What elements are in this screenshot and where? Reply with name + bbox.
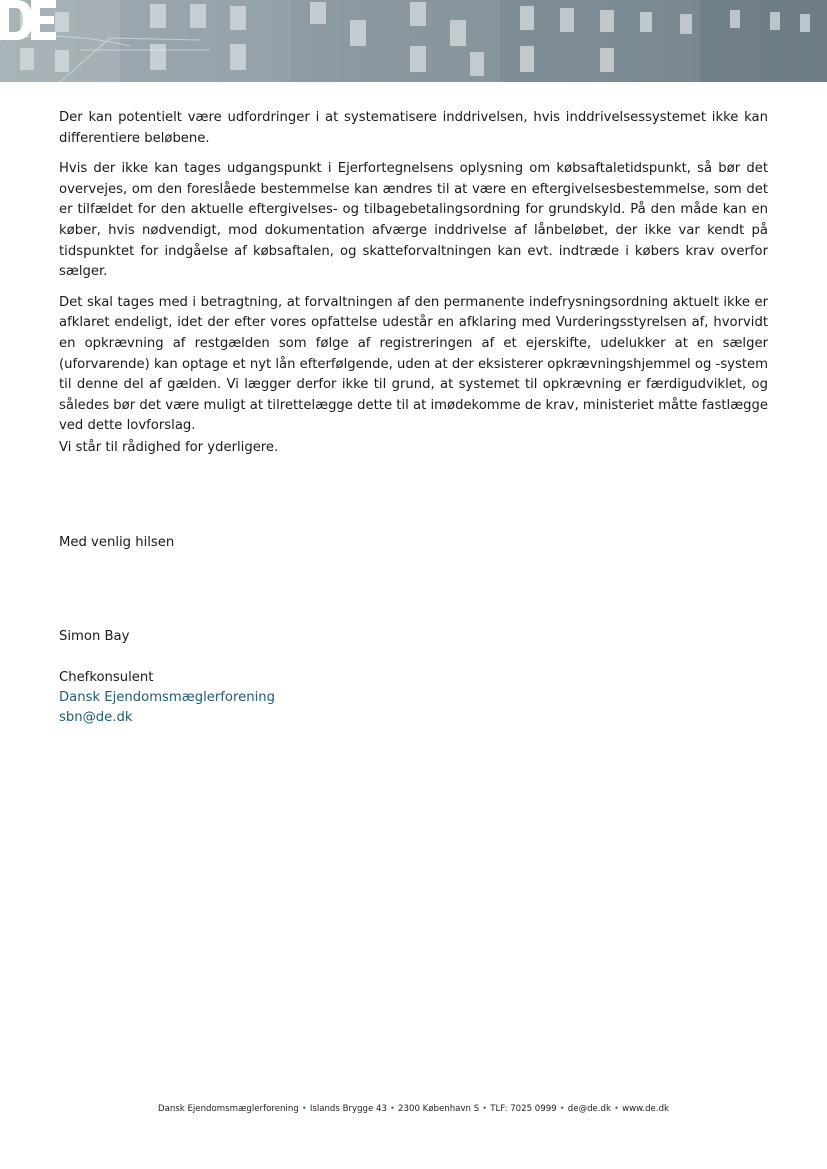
- footer-org: Dansk Ejendomsmæglerforening: [157, 1104, 299, 1114]
- signature-title: Chefkonsulent: [59, 670, 154, 685]
- body-paragraph-2: Hvis der ikke kan tages udgangspunkt i Ejerfortegnelsens oplysning om købsaftaletidspunkt, så bør det overvejes, om den foreslåede bestemmelse kan ændres til at være en eftergivelsesbestemmelse, som det er tilfældet for den aktuelle eftergivelses- og tilbagebetalingsordning for grundskyld. På den måde kan en køber, hvis nødvendigt, mod dokumentation afværge inddrivelse af lånbeløbet, der ikke var kendt på tidspunktet for indgåelse af købsaftalen, og skatteforvaltningen kan evt. indtræde i købers krav overfor sælger.: [59, 161, 768, 280]
- de-logo-icon: [0, 0, 56, 40]
- building-facade-image: [0, 0, 827, 82]
- letter-body: [59, 108, 768, 447]
- body-paragraph-3: Det skal tages med i betragtning, at forvaltningen af den permanente indefrysningsordning aktuelt ikke er afklaret endeligt, idet der efter vores opfattelse udestår en afklaring med Vurderingsstyrelsen af, hvorvidt en opkrævning af restgælden som følge af registreringen af et ejerskifte, udelukker at en sælger (uforvarende) kan optage et nyt lån efterfølgende, uden at der eksisterer opkrævningshjemmel og -system til denne del af gælden. Vi lægger derfor ikke til grund, at systemet til opkrævning er færdigudviklet, og således bør det være muligt at tilrettelægge dette til at imødekomme de krav, ministeriet måtte fastlægge ved dette lovforslag.: [59, 294, 768, 434]
- greeting-line: Med venlig hilsen: [59, 535, 175, 550]
- footer-separator: •: [301, 1104, 307, 1114]
- header-banner: [0, 0, 827, 82]
- footer-website-link[interactable]: www.de.dk: [622, 1104, 670, 1114]
- body-paragraph-1: Der kan potentielt være udfordringer i at systematisere inddrivelsen, hvis inddrivelsessystemet ikke kan differentiere beløbene.: [59, 110, 768, 146]
- footer-email-link[interactable]: de@de.dk: [567, 1104, 611, 1114]
- availability-line: Vi står til rådighed for yderligere.: [59, 440, 279, 455]
- footer-phone: TLF: 7025 0999: [490, 1104, 557, 1114]
- signature-email-link[interactable]: sbn@de.dk: [59, 710, 133, 725]
- footer-street: Islands Brygge 43: [309, 1104, 387, 1114]
- footer-separator: •: [614, 1104, 620, 1114]
- footer-city: 2300 København S: [398, 1104, 480, 1114]
- footer-separator: •: [482, 1104, 488, 1114]
- footer-separator: •: [559, 1104, 565, 1114]
- footer-address: [0, 1104, 827, 1114]
- footer-separator: •: [389, 1104, 396, 1114]
- signature-organization: Dansk Ejendomsmæglerforening: [59, 690, 275, 705]
- signature-name: Simon Bay: [59, 629, 130, 644]
